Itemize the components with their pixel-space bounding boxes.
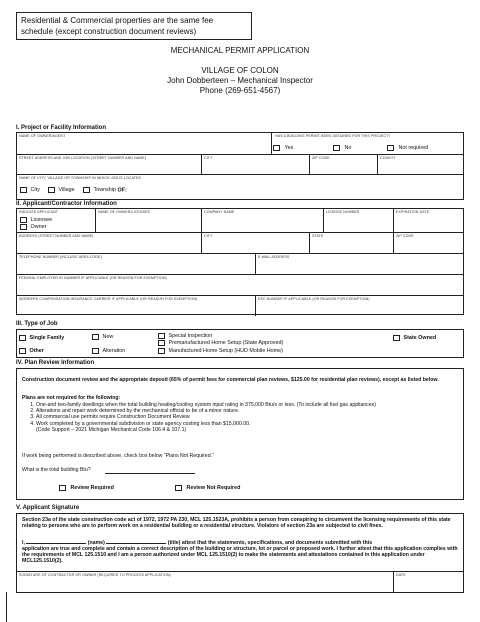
exemption-item-1: 1. One-and two-family dwellings when the total building heating/cooling system input rating in 375,000 Btu/s or less. (To include all fuel gas appliances): [36, 402, 462, 408]
review-not-required-checkbox[interactable]: [175, 485, 182, 491]
section-1-title: I. Project or Facility Information: [16, 125, 107, 131]
section-1-box: [16, 132, 464, 200]
expiration-date-label: EXPIRATION DATE: [396, 210, 430, 214]
permit-no-label: No: [344, 145, 352, 152]
plans-not-required-prefix: Plans are not required: [22, 395, 77, 401]
signature-label: SIGNATURE OF CONTRACTOR OR OWNER (REQUIRED TO PROCESS APPLICATION): [19, 573, 171, 577]
job-premanufactured-label: Premanufactured Home Setup (State Approved): [168, 340, 284, 347]
job-alteration-checkbox[interactable]: [92, 348, 99, 354]
permit-not-required-label: Not required: [398, 145, 429, 152]
permit-yes-option[interactable]: [273, 145, 293, 151]
job-single-family-option[interactable]: [19, 335, 64, 341]
plans-not-required-line: [22, 395, 120, 401]
job-manufactured-checkbox[interactable]: [158, 348, 165, 354]
contractor-state-label: STATE: [312, 234, 324, 238]
job-premanufactured-checkbox[interactable]: [158, 340, 165, 346]
review-not-required-label: Review Not Required: [186, 485, 241, 492]
municipality-label: NAME OF CITY, VILLAGE OR TOWNSHIP IN WHICH JOB IS LOCATED: [19, 176, 142, 180]
applicant-owner-label: Owner: [30, 224, 47, 231]
permit-yes-label: Yes: [284, 145, 294, 152]
attest-name-blank[interactable]: [26, 543, 86, 544]
signature-date-label: DATE: [396, 573, 406, 577]
contractor-zip-label: ZIP CODE: [396, 234, 414, 238]
job-state-owned-checkbox[interactable]: [393, 335, 400, 341]
job-new-label: New: [102, 334, 114, 341]
job-other-option[interactable]: [19, 348, 44, 354]
attest-title-label: (title) attest that the statements, specifications, and documents submitted with this: [167, 540, 373, 546]
village-name: VILLAGE OF COLON: [201, 66, 279, 75]
municipality-village-checkbox[interactable]: [48, 187, 55, 193]
attest-i: I,: [22, 540, 25, 546]
plan-review-intro: Construction document review and the appropriate deposit (65% of permit fees for commercial plan reviews, $125.00 for residential plan reviews), except as listed below.: [22, 377, 439, 383]
city-label: CITY: [204, 156, 213, 160]
review-required-option[interactable]: [59, 485, 114, 491]
exemption-item-4: [36, 421, 462, 433]
section-4-box: [16, 368, 464, 500]
job-manufactured-option[interactable]: [158, 348, 283, 354]
job-new-checkbox[interactable]: [92, 334, 99, 340]
job-other-label: Other: [29, 348, 44, 355]
email-label: E-MAIL ADDRESS: [258, 255, 290, 259]
county-label: COUNTY: [380, 156, 396, 160]
municipality-township-checkbox[interactable]: [83, 187, 90, 193]
fee-notice: Residential & Commercial properties are the same fee schedule (except construction document reviews): [16, 12, 252, 40]
job-new-option[interactable]: [92, 334, 113, 340]
inspector-phone: Phone (269-651-4567): [199, 86, 281, 95]
civil-fines-statement: Section 23a of the state construction code act of 1972, 1972 PA 230, MCL 125.1523A, prohibits a person from conspiring to circumvent the licensing requirements of this state relating to persons who are to perform work on a residential building or a residential structure. Violators of section 23a are subjected to civil fines.: [22, 517, 451, 530]
job-state-owned-label: State Owned: [403, 335, 437, 342]
job-alteration-option[interactable]: [92, 348, 125, 354]
section-3-title: III. Type of Job: [16, 321, 58, 327]
btu-answer-line[interactable]: [105, 473, 195, 474]
municipality-village-label: Village: [58, 187, 75, 194]
applicant-owner-option[interactable]: [20, 224, 46, 230]
section-4-title: IV. Plan Review Information: [16, 360, 95, 366]
permit-not-required-option[interactable]: [387, 145, 428, 151]
applicant-licensee-option[interactable]: [20, 217, 52, 223]
if-work-note: If work being performed is described above, check box below “Plans Not Required.”: [22, 453, 214, 459]
owner-licensee-label: NAME OF OWNER/LICENSEE: [98, 210, 151, 214]
section-2-box: [16, 208, 464, 315]
job-single-family-label: Single Family: [29, 335, 65, 342]
job-special-inspection-label: Special Inspection: [168, 333, 213, 340]
plans-not-required-suffix: for the following:: [78, 395, 121, 401]
job-state-owned-option[interactable]: [393, 335, 436, 341]
job-other-checkbox[interactable]: [19, 348, 26, 354]
permit-no-checkbox[interactable]: [333, 145, 340, 151]
esc-number-label: ESC NUMBER IF APPLICABLE (OR REASON FOR EXEMPTION): [258, 297, 370, 301]
section-3-box: [16, 329, 464, 358]
section-2-title: II. Applicant/Contractor Information: [16, 201, 117, 207]
municipality-township-option[interactable]: [83, 187, 127, 193]
job-single-family-checkbox[interactable]: [19, 335, 26, 341]
workers-comp-label: WORKERS COMPENSATION INSURANCE CARRIER IF APPLICABLE (OR REASON FOR EXEMPTION): [19, 297, 198, 301]
applicant-licensee-checkbox[interactable]: [20, 217, 27, 223]
form-title: MECHANICAL PERMIT APPLICATION: [170, 46, 310, 55]
signature-date-field[interactable]: [396, 578, 460, 591]
page-edge-marker: [6, 592, 7, 622]
indicate-applicant-label: INDICATE APPLICANT: [19, 210, 59, 214]
telephone-label: TELEPHONE NUMBER (INCLUDE AREA CODE): [19, 255, 102, 259]
contractor-city-label: CITY: [204, 234, 213, 238]
permit-question-label: HAS A BUILDING PERMIT BEEN OBTAINED FOR THIS PROJECT?: [275, 134, 391, 138]
exemption-item-3: 3. All commercial use permits require Construction Document Review: [36, 414, 462, 420]
job-manufactured-label: Manufactured Home Setup (HUD Mobile Home): [168, 348, 283, 355]
contractor-address-label: ADDRESS (STREET NUMBER AND NAME): [19, 234, 94, 238]
applicant-licensee-label: Licensee: [30, 217, 53, 224]
municipality-city-checkbox[interactable]: [20, 187, 27, 193]
attest-title-blank[interactable]: [106, 543, 166, 544]
section-5-box: [16, 513, 464, 593]
municipality-city-option[interactable]: [20, 187, 40, 193]
permit-yes-checkbox[interactable]: [273, 145, 280, 151]
owner-name-label: NAME OF OWNER/AGENT: [19, 134, 66, 138]
municipality-village-option[interactable]: [48, 187, 75, 193]
review-not-required-option[interactable]: [175, 485, 240, 491]
attestation-text: application are true and complete and contain a correct description of the building or structure, lot or parcel or proposed work. I further attest that this application complies with the requirements of MCL 125.1510 and I am a person authorized under MCL 125.1510(2) to make the statements and attestations contained in this application under MCL125.1510(2).: [22, 546, 458, 565]
zip-label: ZIP CODE: [312, 156, 330, 160]
job-special-inspection-checkbox[interactable]: [158, 333, 165, 339]
signature-field[interactable]: [19, 578, 389, 591]
exemption-item-4-code: (Code Support – 2021 Michigan Mechanical Code 106.4 & 107.1): [36, 426, 187, 433]
exemption-item-2: 2. Alterations and repair work determined by the mechanical official to be of a minor nature.: [36, 408, 462, 414]
exemption-item-4-text: Work completed by a governmental subdivision or state agency costing less than $15,000.00.: [36, 420, 251, 427]
municipality-township-label: Township: [93, 187, 116, 194]
municipality-city-label: City: [30, 187, 40, 194]
applicant-owner-checkbox[interactable]: [20, 224, 27, 230]
inspector-name: John Dobberteen – Mechanical Inspector: [167, 76, 313, 85]
review-required-checkbox[interactable]: [59, 485, 66, 491]
license-number-label: LICENSE NUMBER: [326, 210, 360, 214]
municipality-of-label: OF:: [117, 187, 127, 194]
attest-name-label: (name): [87, 540, 105, 546]
btu-question: What is the total building Btu?: [22, 467, 91, 473]
permit-no-option[interactable]: [333, 145, 351, 151]
company-name-label: COMPANY NAME: [204, 210, 235, 214]
review-required-label: Review Required: [70, 485, 114, 492]
permit-not-required-checkbox[interactable]: [387, 145, 394, 151]
job-alteration-label: Alteration: [102, 348, 126, 355]
street-address-label: STREET ADDRESS AND JOB LOCATION (STREET NUMBER AND NAME): [19, 156, 147, 160]
section-5-title: V. Applicant Signature: [16, 505, 80, 511]
plan-exemption-list: [22, 402, 462, 433]
fein-label: FEDERAL EMPLOYER ID NUMBER IF APPLICABLE (OR REASON FOR EXEMPTION): [19, 276, 167, 280]
job-special-inspection-option[interactable]: [158, 333, 212, 339]
job-premanufactured-option[interactable]: [158, 340, 283, 346]
